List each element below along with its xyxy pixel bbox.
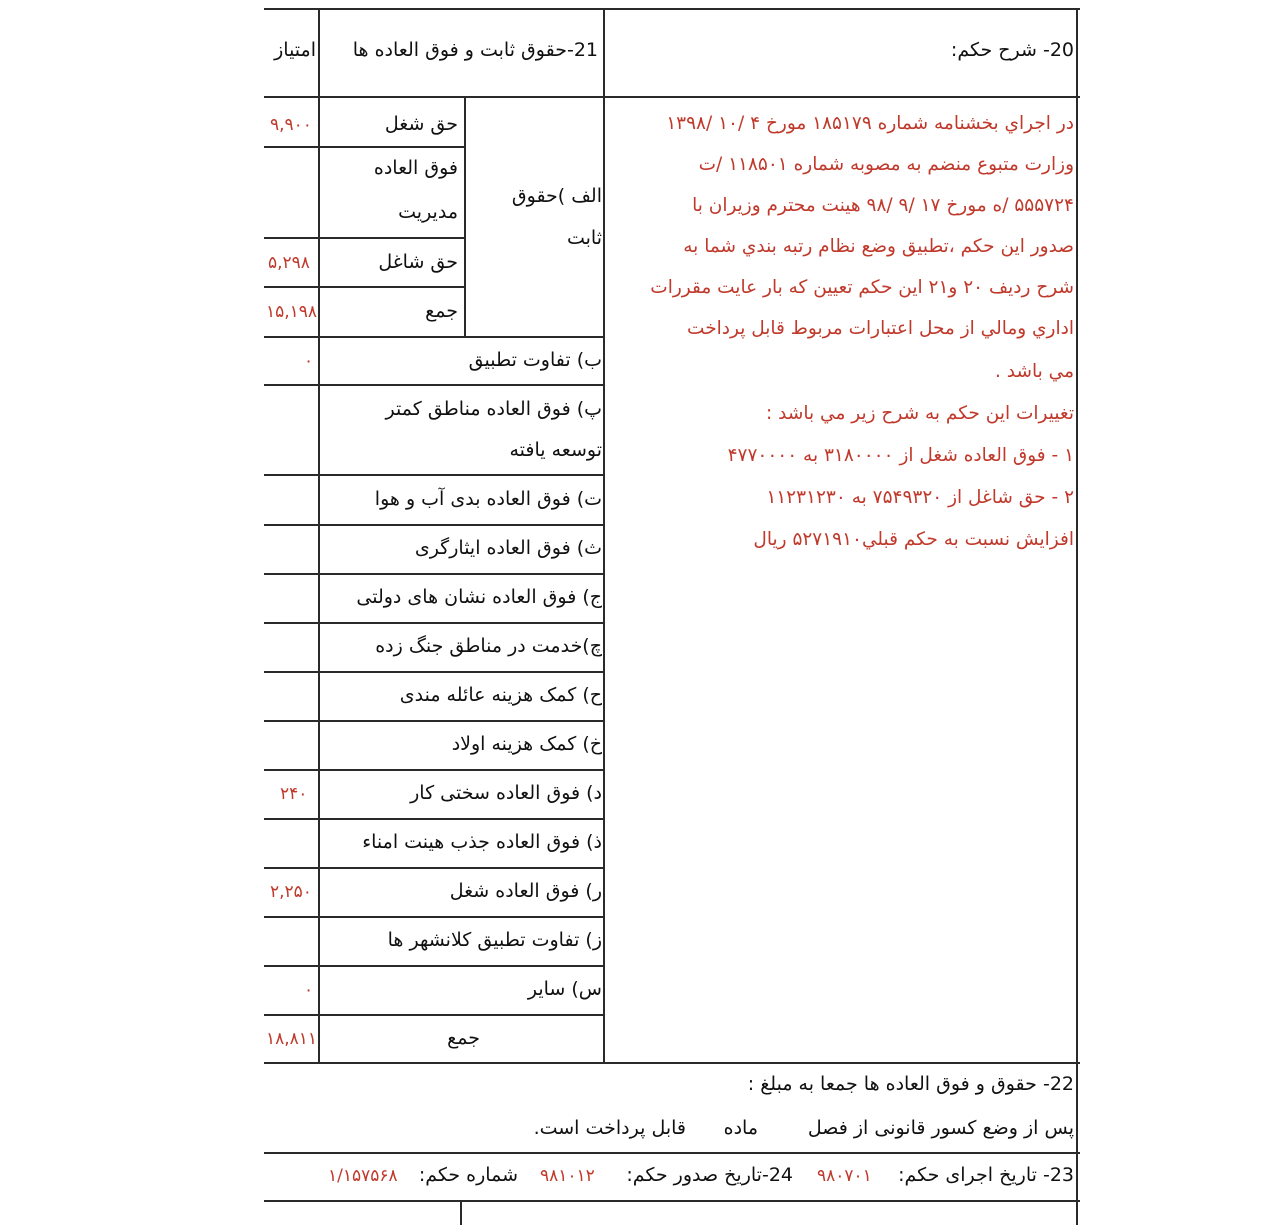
sec22-part-c: قابل پرداخت است. xyxy=(533,1117,686,1139)
sec22-part-b: ماده xyxy=(723,1117,758,1139)
allowance-label: د) فوق العاده سختی کار xyxy=(410,782,602,804)
allowance-label: ث) فوق العاده ایثارگری xyxy=(414,537,602,559)
fixed-row-label: فوق العاده xyxy=(373,157,458,179)
allowance-label: ح) کمک هزینه عائله مندی xyxy=(399,684,602,706)
fixed-group-divider xyxy=(464,96,466,336)
fixed-row-value: ۱۵,۱۹۸ xyxy=(266,302,318,322)
allowance-label: ر) فوق العاده شغل xyxy=(449,880,602,902)
allowance-value: ۰ xyxy=(304,980,314,1000)
allowance-label-2: توسعه یافته xyxy=(509,439,602,461)
exec-date-label: 23- تاریخ اجرای حکم: xyxy=(898,1164,1074,1186)
fixed-row-label: حق شاغل xyxy=(378,251,458,273)
description-line: در اجراي بخشنامه شماره ۱۸۵۱۷۹ مورخ ۴ /۱۰ /۱۳۹۸ xyxy=(666,113,1074,134)
allowance-label: ج) فوق العاده نشان های دولتی xyxy=(356,586,602,608)
changes-line: افزايش نسبت به حکم قبلي۵۲۷۱۹۱۰ ريال xyxy=(753,529,1074,550)
allowance-value: ۰ xyxy=(304,351,314,371)
fixed-row-label: حق شغل xyxy=(384,113,458,135)
description-line: مي باشد . xyxy=(995,361,1074,382)
sec22-part-a: پس از وضع کسور قانونی از فصل xyxy=(807,1117,1074,1139)
fixed-row-label-2: مدیریت xyxy=(398,201,458,223)
fixed-group-label: الف )حقوق xyxy=(511,185,602,207)
right-border xyxy=(1076,8,1078,1225)
fixed-row-value: ۵,۲۹۸ xyxy=(268,253,310,273)
sec22-line1: 22- حقوق و فوق العاده ها جمعا به مبلغ : xyxy=(747,1073,1074,1095)
changes-line: ۲ - حق شاغل از ۷۵۴۹۳۲۰ به ۱۱۲۳۱۲۳۰ xyxy=(766,487,1074,508)
allowance-label: س) سایر xyxy=(527,978,602,1000)
changes-line: ۱ - فوق العاده شغل از ۳۱۸۰۰۰۰ به ۴۷۷۰۰۰۰ xyxy=(727,445,1074,466)
allowance-label: ذ) فوق العاده جذب هینت امناء xyxy=(362,831,602,853)
changes-line: تغييرات اين حکم به شرح زير مي باشد : xyxy=(766,403,1074,424)
value-col-divider xyxy=(318,8,320,1062)
sec21-extra-label: امتیاز xyxy=(274,39,316,61)
allowance-label: ت) فوق العاده بدی آب و هوا xyxy=(374,488,602,510)
exec-date-value: ۹۸۰۷۰۱ xyxy=(817,1166,872,1186)
top-border xyxy=(264,8,1080,10)
allowance-label: پ) فوق العاده مناطق کمتر xyxy=(385,398,602,420)
description-line: وزارت متبوع منضم به مصوبه شماره ۱۱۸۵۰۱ /ت xyxy=(698,154,1074,175)
decree-number-value: ۱/۱۵۷۵۶۸ xyxy=(328,1166,398,1186)
allowance-value: ۲۴۰ xyxy=(280,784,308,804)
allowance-label: ب) تفاوت تطبیق xyxy=(468,349,602,371)
issue-date-label: 24-تاریخ صدور حکم: xyxy=(626,1164,793,1186)
sec20-label: 20- شرح حکم: xyxy=(950,39,1074,61)
allowance-label: ز) تفاوت تطبیق کلانشهر ها xyxy=(387,929,602,951)
decree-number-label: شماره حکم: xyxy=(418,1164,518,1186)
description-line: ۵۵۵۷۲۴ /ه مورخ ۱۷ /۹ /۹۸ هينت محترم وزيران با xyxy=(692,195,1074,216)
allowance-value: ۲,۲۵۰ xyxy=(270,882,312,902)
allowance-label: چ)خدمت در مناطق جنگ زده xyxy=(375,635,602,657)
allowance-total-label: جمع xyxy=(447,1027,480,1049)
description-line: اداري ومالي از محل اعتبارات مربوط قابل پرداخت xyxy=(687,318,1074,339)
issue-date-value: ۹۸۱۰۱۲ xyxy=(540,1166,595,1186)
header-divider xyxy=(264,96,1080,98)
allowance-label: خ) کمک هزینه اولاد xyxy=(451,733,602,755)
fixed-row-label: جمع xyxy=(425,300,458,322)
allowance-total-value: ۱۸,۸۱۱ xyxy=(266,1029,318,1049)
sec21-label: 21-حقوق ثابت و فوق العاده ها xyxy=(352,39,598,61)
fixed-group-label-2: ثابت xyxy=(566,227,602,249)
description-line: صدور اين حکم ،تطبيق وضع نظام رتبه بندي شما به xyxy=(683,236,1074,257)
mid-divider xyxy=(603,8,605,1062)
description-line: شرح رديف ۲۰ و۲۱ اين حکم تعيين که بار عايت مقررات xyxy=(650,277,1074,298)
fixed-row-value: ۹,۹۰۰ xyxy=(270,115,312,135)
decree-form xyxy=(264,0,1080,1225)
